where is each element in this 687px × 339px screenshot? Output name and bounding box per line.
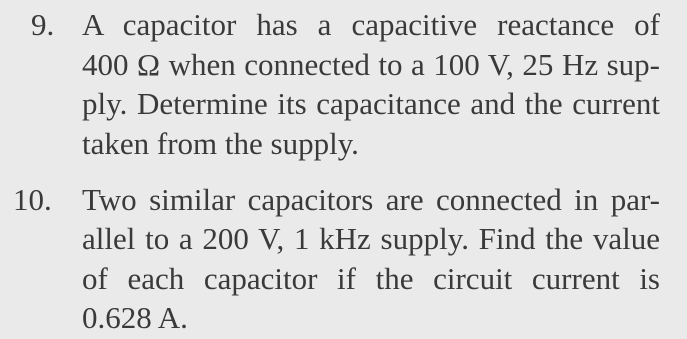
problem-text-line: 400 Ω when connected to a 100 V, 25 Hz sup- [82, 47, 660, 82]
problem-number: 9. [31, 7, 55, 42]
problem-text-line: ply. Determine its capacitance and the current [82, 86, 660, 121]
problem-text-line: taken from the supply. [82, 126, 359, 161]
problem-text-line: Two similar capacitors are connected in par- [82, 182, 660, 217]
problem-text-line: 0.628 A. [82, 300, 188, 335]
problem-number: 10. [13, 182, 52, 217]
problem-text-line: A capacitor has a capacitive reactance of [82, 7, 660, 42]
problem-text-line: of each capacitor if the circuit current is [82, 261, 660, 296]
problem-text-line: allel to a 200 V, 1 kHz supply. Find the value [82, 221, 660, 256]
